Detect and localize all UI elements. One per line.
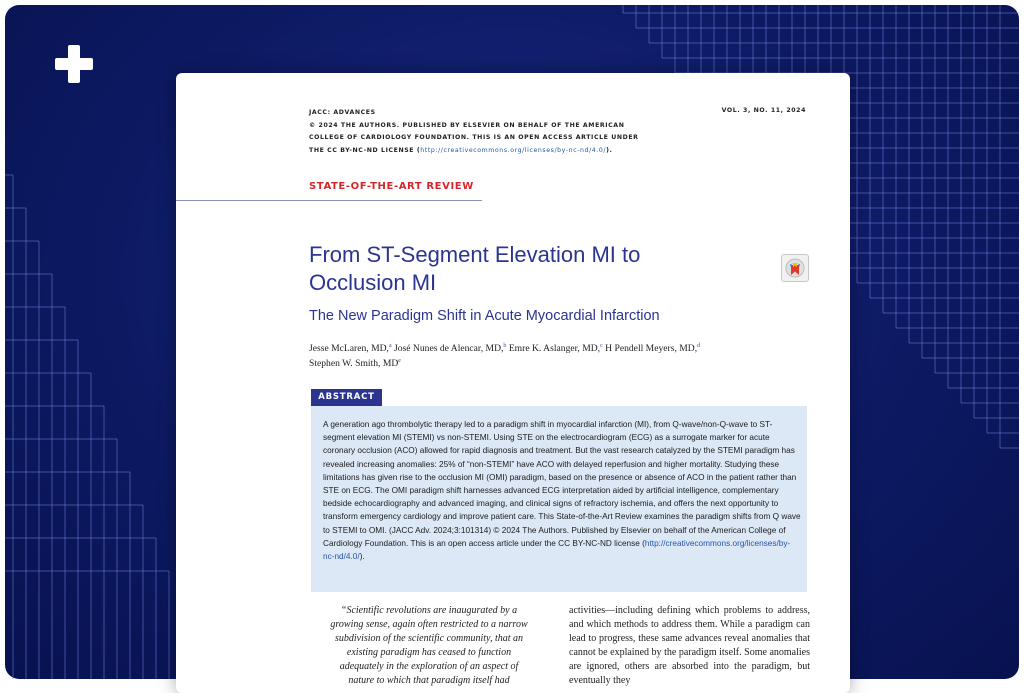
- author-list: [309, 342, 769, 371]
- plus-icon: [53, 43, 95, 85]
- title-line-2: Occlusion MI: [309, 270, 437, 295]
- article-page: [176, 73, 850, 693]
- section-divider: [176, 200, 482, 201]
- author: H Pendell Meyers, MD,$^d$: [605, 342, 701, 354]
- crossmark-icon[interactable]: [781, 254, 809, 282]
- journal-header: [309, 107, 649, 157]
- copyright-line-3: [309, 145, 649, 158]
- article-title: [309, 241, 729, 297]
- license-suffix: ).: [606, 146, 613, 154]
- volume-info: VOL. 3, NO. 11, 2024: [721, 107, 806, 114]
- copyright-line-2: COLLEGE OF CARDIOLOGY FOUNDATION. THIS IS AN OPEN ACCESS ARTICLE UNDER: [309, 134, 639, 142]
- abstract-suffix: ).: [359, 552, 365, 562]
- abstract-text: [323, 418, 801, 563]
- abstract-license-link[interactable]: http://creativecommons.org/licenses/by-nc-nd/4.0/: [323, 538, 791, 562]
- author: Stephen W. Smith, MDe: [309, 357, 401, 369]
- license-link[interactable]: http://creativecommons.org/licenses/by-nc-nd/4.0/: [420, 146, 607, 154]
- journal-name: JACC: ADVANCES: [309, 109, 376, 116]
- copyright-line-1: © 2024 THE AUTHORS. PUBLISHED BY ELSEVIER ON BEHALF OF THE AMERICAN: [309, 121, 625, 129]
- section-label: STATE-OF-THE-ART REVIEW: [309, 181, 474, 192]
- author: José Nunes de Alencar, MD,$^b$: [394, 342, 507, 354]
- title-line-1: From ST-Segment Elevation MI to: [309, 242, 641, 267]
- body-text-right: activities—including defining which problems to address, and which methods to address them. While a paradigm can lead to progress, these same advances reveal anomalies that cannot be explained by the paradigm itself. Some anomalies are ignored, others are absorbed into the paradigm, but eventually they: [569, 605, 810, 686]
- abstract-label: ABSTRACT: [311, 389, 382, 406]
- abstract-body: A generation ago thrombolytic therapy led to a paradigm shift in myocardial infarction (MI), from Q-wave/non-Q-wave to ST-segment elevation MI (STEMI) vs non-STEMI. Using STE on the electrocardiogram (ECG) as a surrogate marker for acute coronary occlusion (ACO) allowed for rapid diagnosis and treatment. But the vast research catalyzed by the STEMI paradigm has revealed increasing anomalies: 25% of “non-STEMI” have ACO with delayed reperfusion and higher mortality. Studying these limitations has given rise to the occlusion MI (OMI) paradigm, based on the presence or absence of ACO in the patient rather than STE on ECG. The OMI paradigm shift harnesses advanced ECG interpretation aided by artificial intelligence, complementary bedside echocardiography and advanced imaging, and clinical signs of refractory ischemia, and offers the next opportunity to transform emergency cardiology and improve patient care. This State-of-the-Art Review examines the paradigm shifts from Q wave to STEMI to OMI. (JACC Adv. 2024;3:101314) © 2024 The Authors. Published by Elsevier on behalf of the American College of Cardiology Foundation. This is an open access article under the CC BY-NC-ND license (: [323, 420, 801, 548]
- abstract-box: [311, 406, 807, 592]
- epigraph-quote: “Scientific revolutions are inaugurated by a growing sense, again often restricted to a narrow subdivision of the scientific community, that an existing paradigm has ceased to function adequately in the exploration of an aspect of nature to which that paradigm itself had: [330, 605, 528, 686]
- author: Jesse McLaren, MD,$^a$: [309, 342, 392, 354]
- license-prefix: THE CC BY-NC-ND LICENSE (: [309, 146, 421, 154]
- background-frame: [5, 5, 1019, 686]
- article-subtitle: The New Paradigm Shift in Acute Myocardial Infarction: [309, 308, 660, 324]
- author: Emre K. Aslanger, MD,$^c$: [508, 342, 603, 354]
